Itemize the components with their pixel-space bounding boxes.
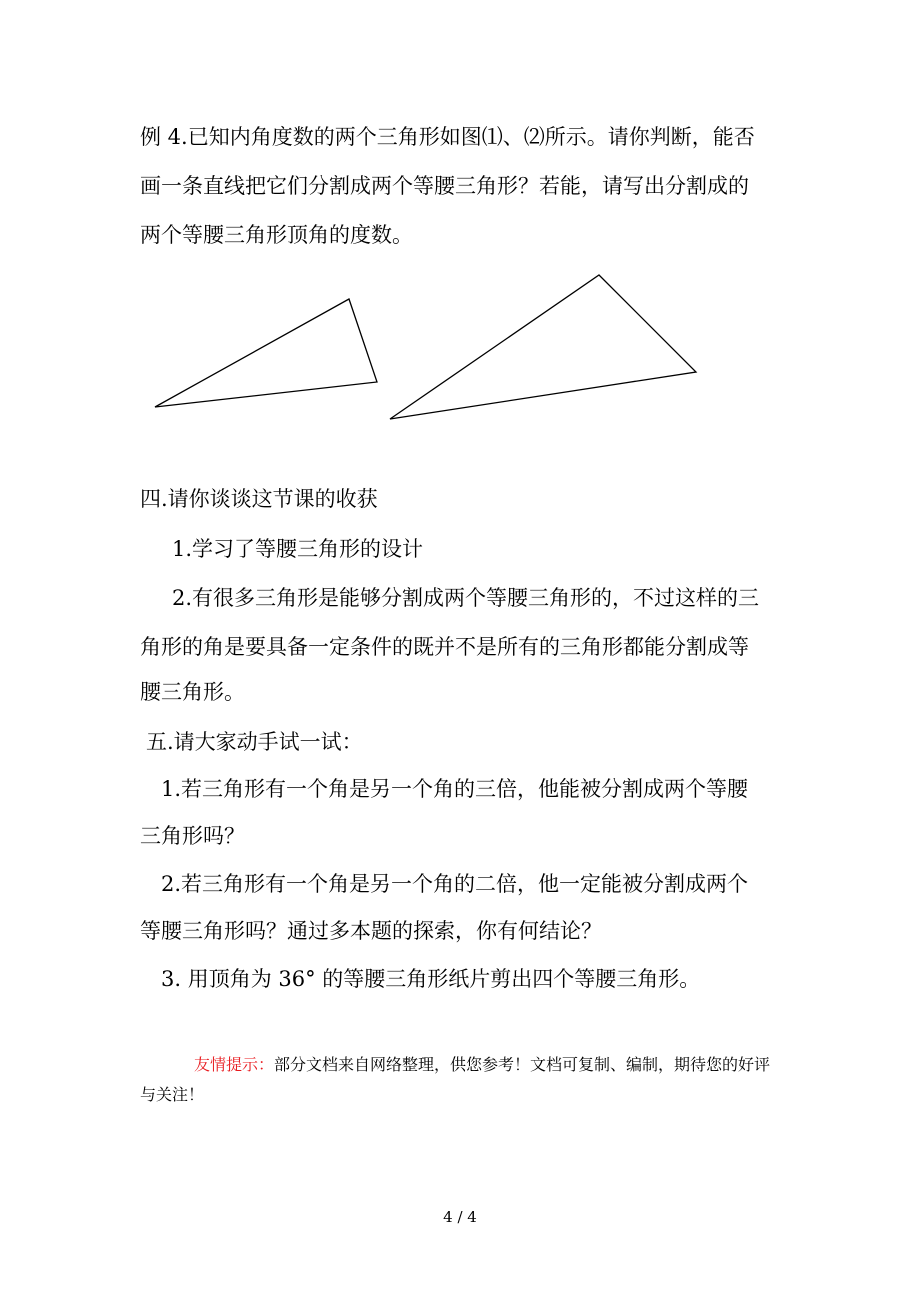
section4-item-2-line-2: 角形的角是要具备一定条件的既并不是所有的三角形都能分割成等 (140, 635, 749, 659)
section5-question-1-line-1: 1.若三角形有一个角是另一个角的三倍，他能被分割成两个等腰 (161, 777, 749, 801)
example4-line-1: 例 4.已知内角度数的两个三角形如图⑴、⑵所示。请你判断，能否 (140, 125, 755, 149)
section5-heading: 五.请大家动手试一试： (146, 730, 363, 754)
triangle-figures (0, 0, 920, 460)
example4-line-3: 两个等腰三角形顶角的度数。 (140, 223, 413, 247)
example4-line-2: 画一条直线把它们分割成两个等腰三角形？若能，请写出分割成的 (140, 174, 749, 198)
section5-question-2-line-1: 2.若三角形有一个角是另一个角的二倍，他一定能被分割成两个 (161, 872, 749, 896)
tip-text: 部分文档来自网络整理，供您参考！文档可复制、编制，期待您的好评与关注！ (140, 1055, 771, 1104)
section4-item-1: 1.学习了等腰三角形的设计 (172, 537, 424, 561)
section5-question-2-line-2: 等腰三角形吗？通过多本题的探索，你有何结论？ (140, 919, 602, 943)
section4-item-2-line-1: 2.有很多三角形是能够分割成两个等腰三角形的，不过这样的三 (172, 586, 760, 610)
section4-item-2-line-3: 腰三角形。 (140, 680, 245, 704)
tip-label: 友情提示： (194, 1055, 275, 1074)
section5-question-1-line-2: 三角形吗？ (140, 824, 245, 848)
page-number: 4 / 4 (443, 1208, 477, 1226)
friendly-tip (140, 1050, 780, 1110)
section5-question-3: 3. 用顶角为 36° 的等腰三角形纸片剪出四个等腰三角形。 (161, 967, 701, 991)
triangle-figure-1 (155, 299, 377, 407)
section4-heading: 四.请你谈谈这节课的收获 (140, 487, 378, 511)
triangle-figure-2 (390, 275, 696, 419)
